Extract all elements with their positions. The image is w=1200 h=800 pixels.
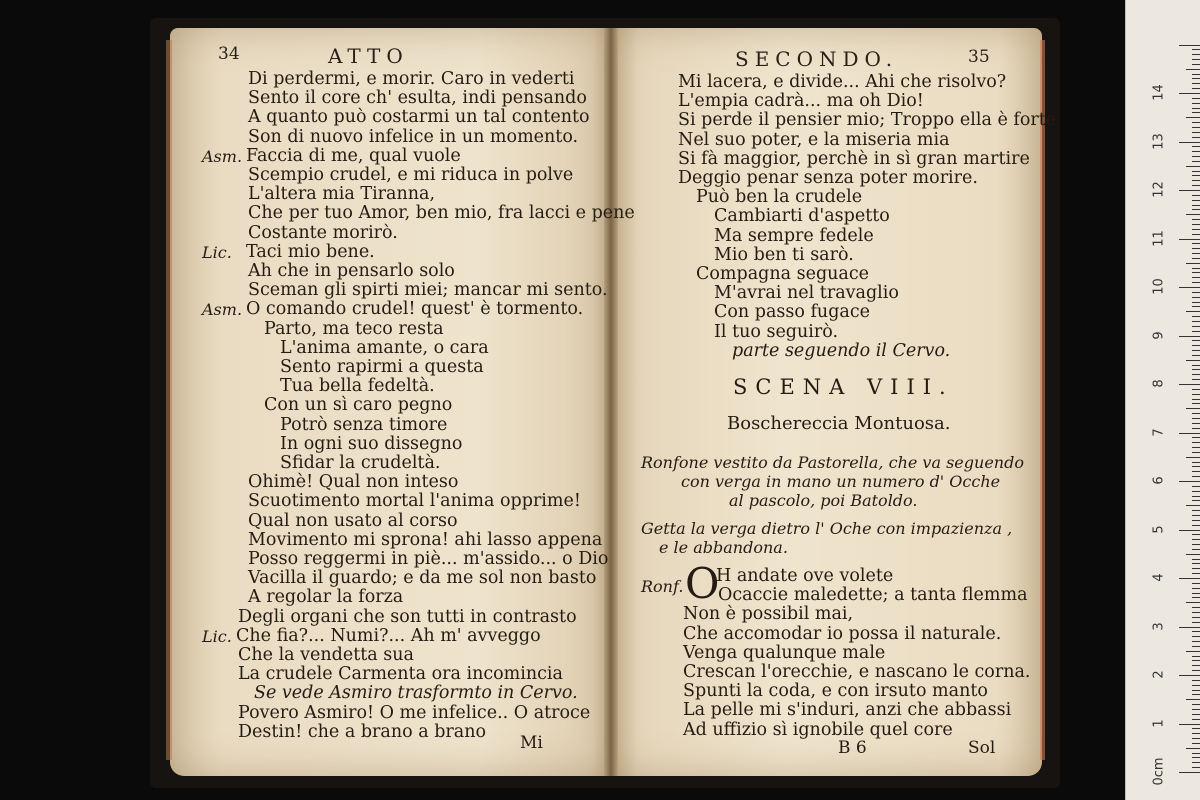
page-edge-right [1040, 40, 1045, 760]
ruler-tick [1186, 408, 1200, 409]
ruler-tick [1192, 243, 1200, 244]
verse-line: L'altera mia Tiranna, [248, 184, 436, 205]
ruler-tick [1192, 743, 1200, 744]
ruler-label: 1 [1151, 718, 1167, 728]
ruler-tick [1192, 491, 1200, 492]
ruler-tick [1192, 326, 1200, 327]
ruler-tick [1192, 316, 1200, 317]
page-edge-left [166, 40, 172, 760]
ruler-tick [1179, 481, 1200, 482]
ruler-tick [1192, 476, 1200, 477]
verse-line: Povero Asmiro! O me infelice.. O atroce [238, 702, 591, 723]
ruler-tick [1186, 748, 1200, 749]
ruler-tick [1192, 379, 1200, 380]
ruler-tick [1192, 612, 1200, 613]
ruler-label: 3 [1151, 621, 1167, 631]
ruler-tick [1192, 302, 1200, 303]
ruler-tick [1179, 190, 1200, 191]
ruler-tick [1192, 340, 1200, 341]
verse-line: O comando crudel! quest' è tormento. [246, 299, 584, 320]
ruler-tick [1179, 336, 1200, 337]
stage-direction-line: Ronfone vestito da Pastorella, che va seguendo [641, 453, 1024, 472]
ruler-tick [1186, 602, 1200, 603]
stage-direction-line: parte seguendo il Cervo. [732, 340, 951, 361]
ruler-tick [1192, 660, 1200, 661]
ruler-label: 7 [1151, 427, 1167, 437]
ruler-tick [1192, 59, 1200, 60]
ruler-tick [1192, 496, 1200, 497]
ruler-tick [1192, 331, 1200, 332]
verse-line: Ma sempre fedele [714, 225, 874, 246]
right-catchword: Sol [968, 738, 996, 758]
ruler-tick [1192, 219, 1200, 220]
ruler-tick [1192, 224, 1200, 225]
ruler-tick [1192, 282, 1200, 283]
ruler-label: 12 [1151, 181, 1167, 198]
stage-direction-line: al pascolo, poi Batoldo. [729, 491, 918, 510]
ruler-tick [1192, 656, 1200, 657]
ruler-tick [1192, 132, 1200, 133]
drop-cap: O [685, 559, 720, 608]
scene-heading: SCENA VIII. [733, 375, 954, 399]
verse-line: Faccia di me, qual vuole [246, 145, 461, 166]
ruler-tick [1186, 166, 1200, 167]
ruler-tick [1192, 500, 1200, 501]
verse-line: Spunti la coda, e con irsuto manto [683, 681, 988, 702]
ruler-tick [1192, 559, 1200, 560]
ruler-label: 9 [1151, 330, 1167, 340]
ruler-tick [1186, 311, 1200, 312]
ruler-tick [1192, 185, 1200, 186]
ruler-tick [1192, 588, 1200, 589]
ruler-tick [1192, 112, 1200, 113]
ruler-tick [1186, 69, 1200, 70]
ruler-tick [1186, 651, 1200, 652]
ruler-tick [1192, 510, 1200, 511]
speaker-label: Asm. [202, 146, 243, 166]
ruler-tick [1179, 384, 1200, 385]
book-gutter [604, 28, 618, 776]
ruler-tick [1192, 74, 1200, 75]
ruler-tick [1192, 452, 1200, 453]
verse-line: Degli organi che son tutti in contrasto [238, 606, 577, 627]
ruler-tick [1192, 694, 1200, 695]
ruler-tick [1192, 321, 1200, 322]
ruler-tick [1192, 665, 1200, 666]
ruler-tick [1192, 442, 1200, 443]
ruler-tick [1192, 539, 1200, 540]
ruler-tick [1192, 767, 1200, 768]
ruler-tick [1179, 772, 1200, 773]
ruler-tick [1192, 757, 1200, 758]
ruler-tick [1192, 394, 1200, 395]
ruler-tick [1192, 234, 1200, 235]
ruler-tick [1192, 175, 1200, 176]
ruler-tick [1192, 277, 1200, 278]
ruler-tick [1192, 103, 1200, 104]
ruler-tick [1192, 646, 1200, 647]
verse-line: Destin! che a brano a brano [238, 721, 487, 742]
verse-line: Taci mio bene. [246, 241, 375, 262]
verse-line: Che accomodar io possa il naturale. [683, 623, 1002, 644]
ruler-tick [1192, 209, 1200, 210]
ruler-tick [1192, 525, 1200, 526]
ruler-tick [1192, 563, 1200, 564]
ruler-tick [1192, 597, 1200, 598]
ruler-tick [1192, 447, 1200, 448]
stage-direction-line: Se vede Asmiro trasformto in Cervo. [254, 683, 578, 704]
ruler-tick [1192, 127, 1200, 128]
verse-line: Di perdermi, e morir. Caro in vederti [248, 69, 575, 89]
ruler-tick [1179, 530, 1200, 531]
verse-line: Sceman gli spirti miei; mancar mi sento. [248, 280, 608, 301]
measuring-ruler [1125, 0, 1200, 800]
ruler-tick [1192, 428, 1200, 429]
ruler-tick [1192, 49, 1200, 50]
ruler-tick [1192, 515, 1200, 516]
verse-line: Può ben la crudele [696, 187, 863, 208]
ruler-tick [1192, 685, 1200, 686]
verse-line: Venga qualunque male [683, 642, 886, 663]
left-catchword: Mi [520, 733, 543, 753]
verse-line: Mi lacera, e divide... Ahi che risolvo? [678, 72, 1007, 92]
scene-setting: Boschereccia Montuosa. [727, 413, 951, 434]
ruler-tick [1186, 360, 1200, 361]
ruler-tick [1192, 180, 1200, 181]
ruler-label: 11 [1151, 229, 1167, 247]
verse-line: Compagna seguace [696, 264, 870, 284]
right-page-number: 35 [968, 47, 990, 67]
ruler-tick [1192, 78, 1200, 79]
ruler-tick [1192, 403, 1200, 404]
ruler-tick [1192, 292, 1200, 293]
verse-line: L'anima amante, o cara [280, 337, 489, 358]
verse-line: Ocaccie maledette; a tanta flemma [718, 585, 1028, 606]
ruler-tick [1192, 728, 1200, 729]
ruler-tick [1192, 549, 1200, 550]
ruler-tick [1192, 568, 1200, 569]
ruler-tick [1192, 399, 1200, 400]
verse-line: Cambiarti d'aspetto [714, 206, 890, 227]
verse-line: Scuotimento mortal l'anima opprime! [248, 491, 581, 512]
ruler-tick [1192, 622, 1200, 623]
left-running-head: ATTO [328, 44, 409, 68]
verse-line: Ah che in pensarlo solo [248, 261, 455, 281]
speaker-label: Asm. [202, 300, 243, 320]
verse-line: Tua bella fedeltà. [280, 376, 435, 397]
ruler-tick [1192, 374, 1200, 375]
stage-direction-line: con verga in mano un numero d' Ocche [681, 472, 1001, 491]
ruler-tick [1192, 714, 1200, 715]
ruler-label: 10 [1151, 278, 1167, 295]
ruler-tick [1179, 142, 1200, 143]
verse-line: Son di nuovo infelice in un momento. [248, 126, 579, 147]
ruler-tick [1179, 675, 1200, 676]
ruler-label: 8 [1151, 379, 1167, 388]
ruler-tick [1192, 437, 1200, 438]
ruler-tick [1192, 544, 1200, 545]
ruler-tick [1192, 704, 1200, 705]
ruler-tick [1192, 617, 1200, 618]
verse-line: L'empia cadrà... ma oh Dio! [678, 91, 924, 112]
verse-line: Si fà maggior, perchè in sì gran martire [678, 148, 1030, 169]
ruler-tick [1192, 248, 1200, 249]
speaker-ronf: Ronf. [641, 577, 684, 596]
ruler-tick [1179, 724, 1200, 725]
ruler-tick [1179, 578, 1200, 579]
ruler-label: 13 [1151, 132, 1167, 150]
signature-mark: B 6 [838, 738, 867, 758]
ruler-tick [1192, 719, 1200, 720]
ruler-tick [1192, 146, 1200, 147]
verse-line: Nel suo poter, e la miseria mia [678, 129, 950, 150]
ruler-tick [1192, 738, 1200, 739]
ruler-tick [1186, 117, 1200, 118]
ruler-tick [1192, 709, 1200, 710]
ruler-label: 6 [1151, 476, 1167, 485]
verse-line: In ogni suo dissegno [280, 433, 463, 454]
ruler-tick [1192, 462, 1200, 463]
ruler-tick [1186, 699, 1200, 700]
verse-line: Non è possibil mai, [683, 604, 854, 625]
ruler-tick [1192, 54, 1200, 55]
ruler-tick [1192, 733, 1200, 734]
ruler-label: 0cm [1151, 757, 1167, 786]
ruler-tick [1192, 418, 1200, 419]
speaker-label: Lic. [202, 242, 232, 262]
ruler-tick [1179, 433, 1200, 434]
verse-line: Qual non usato al corso [248, 510, 458, 531]
ruler-tick [1192, 253, 1200, 254]
ruler-tick [1192, 151, 1200, 152]
verse-line: La pelle mi s'induri, anzi che abbassi [683, 700, 1012, 721]
ruler-tick [1192, 534, 1200, 535]
ruler-tick [1179, 287, 1200, 288]
verse-line: A quanto può costarmi un tal contento [248, 107, 590, 128]
ruler-tick [1192, 355, 1200, 356]
ruler-tick [1186, 554, 1200, 555]
ruler-tick [1192, 98, 1200, 99]
ruler-tick [1192, 137, 1200, 138]
ruler-tick [1192, 108, 1200, 109]
verse-line: Potrò senza timore [280, 414, 448, 435]
verse-line: H andate ove volete [716, 566, 894, 586]
ruler-label: 2 [1151, 670, 1167, 679]
ruler-tick [1192, 641, 1200, 642]
right-running-head: SECONDO. [735, 47, 899, 71]
ruler-tick [1192, 205, 1200, 206]
ruler-tick [1192, 365, 1200, 366]
stage-direction-line: Getta la verga dietro l' Oche con impazienza , [641, 519, 1013, 538]
ruler-tick [1192, 583, 1200, 584]
ruler-tick [1192, 413, 1200, 414]
ruler-tick [1192, 753, 1200, 754]
ruler-tick [1192, 64, 1200, 65]
verse-line: Mio ben ti sarò. [714, 244, 854, 265]
verse-line: Che la vendetta sua [238, 645, 414, 665]
ruler-tick [1192, 670, 1200, 671]
ruler-tick [1192, 195, 1200, 196]
verse-line: Crescan l'orecchie, e nascano le corna. [683, 662, 1031, 682]
stage-direction-line: e le abbandona. [659, 538, 788, 557]
ruler-tick [1192, 258, 1200, 259]
ruler-tick [1192, 631, 1200, 632]
verse-line: Parto, ma teco resta [264, 318, 444, 339]
ruler-tick [1186, 505, 1200, 506]
ruler-tick [1192, 350, 1200, 351]
ruler-tick [1192, 607, 1200, 608]
ruler-tick [1192, 369, 1200, 370]
verse-line: La crudele Carmenta ora incomincia [238, 664, 563, 685]
verse-line: Sento il core ch' esulta, indi pensando [248, 88, 587, 109]
verse-line: Sento rapirmi a questa [280, 357, 484, 377]
ruler-tick [1192, 297, 1200, 298]
verse-line: Che per tuo Amor, ben mio, fra lacci e pene [248, 203, 635, 224]
ruler-tick [1192, 88, 1200, 89]
ruler-tick [1192, 423, 1200, 424]
ruler-tick [1192, 573, 1200, 574]
ruler-tick [1179, 627, 1200, 628]
ruler-tick [1186, 214, 1200, 215]
ruler-label: 14 [1151, 84, 1167, 101]
verse-line: M'avrai nel travaglio [714, 283, 899, 304]
left-page-number: 34 [218, 44, 240, 64]
speaker-label: Lic. [202, 626, 232, 646]
ruler-tick [1192, 389, 1200, 390]
ruler-tick [1192, 471, 1200, 472]
verse-line: Costante morirò. [248, 222, 398, 243]
ruler-tick [1192, 762, 1200, 763]
verse-line: Vacilla il guardo; e da me sol non basto [248, 568, 597, 589]
verse-line: Sfidar la crudeltà. [280, 453, 441, 473]
verse-line: Ohimè! Qual non inteso [248, 472, 459, 493]
verse-line: Ad uffizio sì ignobile quel core [683, 719, 953, 740]
verse-line: Deggio penar senza poter morire. [678, 168, 978, 188]
ruler-tick [1192, 690, 1200, 691]
ruler-tick [1192, 636, 1200, 637]
ruler-tick [1192, 306, 1200, 307]
ruler-tick [1192, 520, 1200, 521]
ruler-tick [1192, 161, 1200, 162]
ruler-tick [1192, 156, 1200, 157]
ruler-label: 4 [1151, 573, 1167, 582]
verse-line: Posso reggermi in piè... m'assido... o Dio [248, 549, 609, 569]
ruler-tick [1192, 171, 1200, 172]
verse-line: Scempio crudel, e mi riduca in polve [248, 165, 574, 185]
verse-line: Si perde il pensier mio; Troppo ella è forte [678, 110, 1057, 131]
ruler-tick [1179, 93, 1200, 94]
ruler-tick [1192, 345, 1200, 346]
ruler-tick [1192, 466, 1200, 467]
verse-line: Con passo fugace [714, 302, 870, 323]
ruler-tick [1192, 122, 1200, 123]
ruler-tick [1179, 45, 1200, 46]
verse-line: Movimento mi sprona! ahi lasso appena [248, 529, 603, 550]
ruler-tick [1192, 593, 1200, 594]
ruler-tick [1192, 486, 1200, 487]
verse-line: Con un sì caro pegno [264, 395, 453, 416]
ruler-tick [1192, 272, 1200, 273]
ruler-tick [1192, 83, 1200, 84]
verse-line: Che fia?... Numi?... Ah m' avveggo [236, 625, 541, 646]
ruler-tick [1192, 200, 1200, 201]
ruler-label: 5 [1151, 524, 1167, 534]
ruler-tick [1186, 263, 1200, 264]
ruler-tick [1186, 457, 1200, 458]
verse-line: A regolar la forza [248, 587, 404, 608]
ruler-tick [1179, 239, 1200, 240]
verse-line: Il tuo seguirò. [714, 321, 839, 342]
ruler-tick [1192, 680, 1200, 681]
ruler-tick [1192, 229, 1200, 230]
ruler-tick [1192, 268, 1200, 269]
